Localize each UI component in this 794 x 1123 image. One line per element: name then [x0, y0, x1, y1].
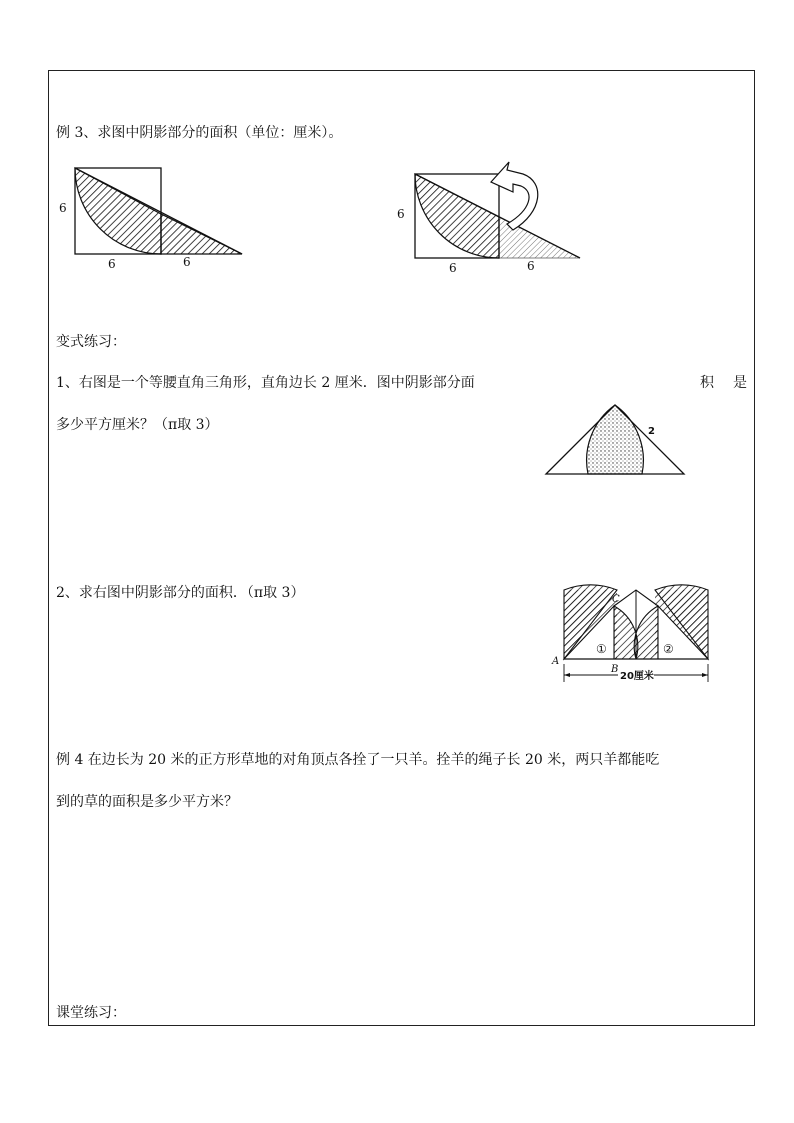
- example3-figure-2: [395, 160, 595, 278]
- q1-triangle-figure: [540, 398, 690, 480]
- shaded-region: [587, 405, 644, 474]
- bottom-right-label: 6: [183, 255, 191, 269]
- q2-text: 2、求右图中阴影部分的面积．（π取 3）: [56, 585, 305, 601]
- side-label: 6: [397, 207, 405, 221]
- practice-heading: 课堂练习：: [56, 1005, 126, 1021]
- shaded-quarter-region: [75, 168, 161, 254]
- dimension-label: 20厘米: [620, 671, 654, 682]
- shaded-quarter-region: [415, 174, 499, 258]
- q1-line2: 多少平方厘米？（π取 3）: [56, 417, 219, 433]
- label-a: A: [552, 656, 560, 667]
- example3-title: 例 3、求图中阴影部分的面积（单位：厘米）。: [56, 125, 343, 141]
- q1-line1-tail-a: 积: [700, 375, 714, 391]
- example4-line1: 例 4 在边长为 20 米的正方形草地的对角顶点各拴了一只羊。拴羊的绳子长 20 米，两只羊都能吃: [56, 752, 660, 768]
- bottom-left-label: 6: [449, 261, 457, 275]
- variant-heading: 变式练习：: [56, 334, 126, 350]
- example3-figure-1: [55, 160, 255, 275]
- bottom-right-label: 6: [527, 259, 535, 273]
- example4-line2: 到的草的面积是多少平方米？: [56, 794, 238, 810]
- side-label: 6: [59, 201, 67, 215]
- q1-line1: 1、右图是一个等腰直角三角形，直角边长 2 厘米．图中阴影部分面: [56, 375, 475, 391]
- label-b: B: [611, 664, 619, 675]
- label-c: C: [612, 594, 620, 605]
- q1-line1-tail-b: 是: [733, 375, 747, 391]
- side-label: 2: [648, 426, 655, 437]
- bottom-left-label: 6: [108, 257, 116, 271]
- label-2: ②: [663, 642, 674, 656]
- label-1: ①: [596, 642, 607, 656]
- q2-figure: [548, 584, 718, 686]
